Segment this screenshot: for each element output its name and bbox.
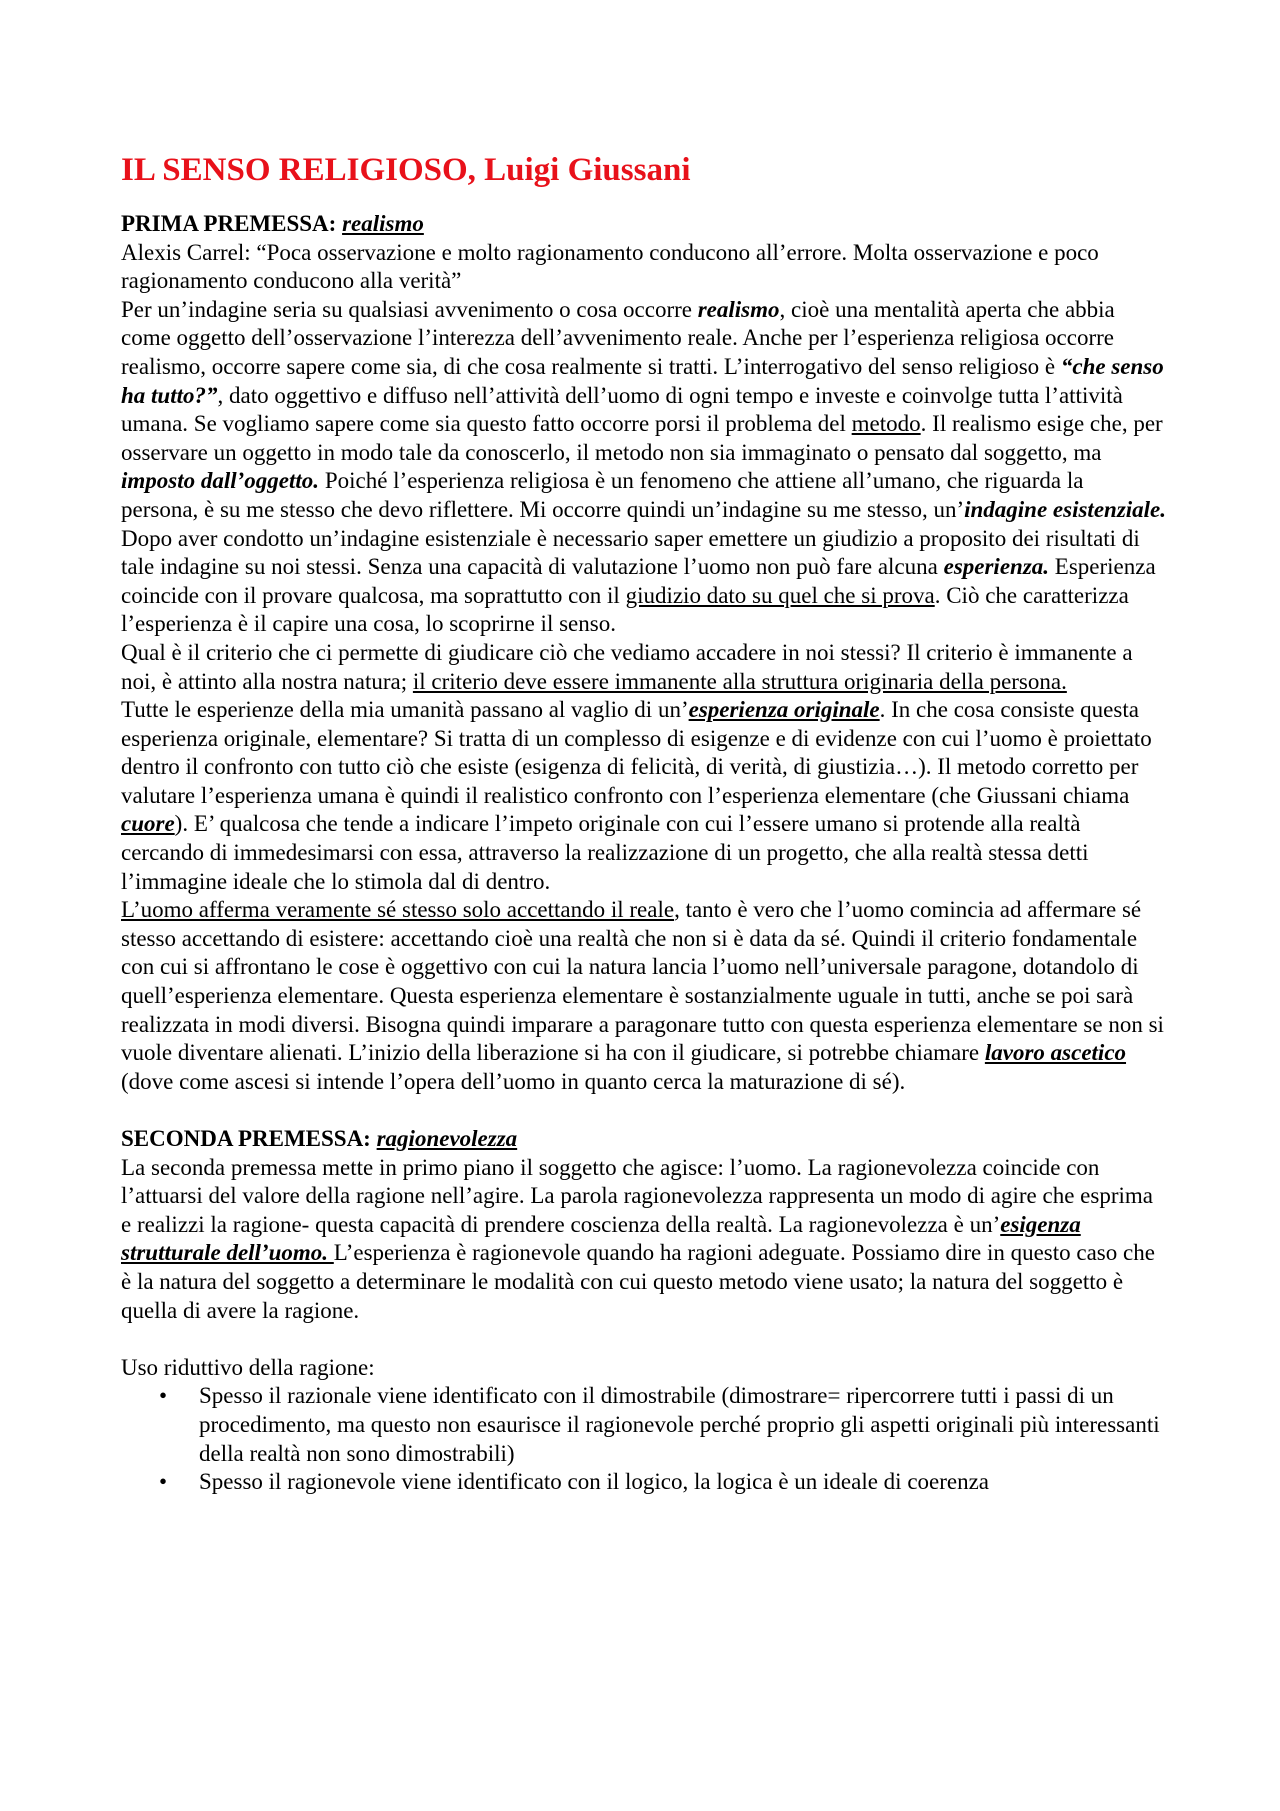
underline-accettando-reale: L’uomo afferma veramente sé stesso solo accettando il reale <box>121 897 675 923</box>
bullet-icon: • <box>159 1469 168 1495</box>
paragraph-realismo: Per un’indagine seria su qualsiasi avvenimento o cosa occorre realismo, cioè una mentalità aperta che abbia come oggetto dell’osservazione l’interezza dell’avvenimento reale. Anche per l’esperienza religiosa occorre realismo, occorre sapere come sia, di che cosa realmente si tratti. L’interrogativo del senso religioso è “che senso ha tutto?”, dato oggettivo e diffuso nell’attività dell’uomo di ogni tempo e investe e coinvolge tutta l’attività umana. Se vogliamo sapere come sia questo fatto occorre porsi il problema del metodo. Il realismo esige che, per osservare un oggetto in modo tale da conoscerlo, il metodo non sia immaginato o pensato dal soggetto, ma imposto dall’oggetto. Poiché l’esperienza religiosa è un fenomeno che attiene all’umano, che riguarda la persona, è su me stesso che devo riflettere. Mi occorre quindi un’indagine su me stesso, un’indagine esistenziale. <box>121 296 1167 522</box>
emphasis-lavoro-ascetico: lavoro ascetico <box>984 1040 1127 1066</box>
bullet-icon: • <box>159 1383 168 1409</box>
emphasis-imposto: imposto dall’oggetto. <box>121 468 320 494</box>
blank-line <box>121 1096 1166 1125</box>
paragraph-criterio: Qual è il criterio che ci permette di giudicare ciò che vediamo accadere in noi stessi? Il criterio è immanente a noi, è attinto alla nostra natura; il criterio deve essere immanente alla struttura originaria della persona. <box>121 639 1133 694</box>
emphasis-indagine-esistenziale: indagine esistenziale. <box>964 496 1167 522</box>
heading-prefix: SECONDA PREMESSA: <box>121 1126 371 1151</box>
underline-metodo: metodo <box>851 411 921 437</box>
section-heading-seconda-premessa <box>121 1125 1166 1154</box>
emphasis-esperienza-originale: esperienza originale <box>688 697 880 723</box>
emphasis-cuore: cuore <box>121 811 175 837</box>
emphasis-esperienza: esperienza. <box>943 554 1050 580</box>
paragraph-esperienza-originale: Tutte le esperienze della mia umanità passano al vaglio di un’esperienza originale. In che cosa consiste questa esperienza originale, elementare? Si tratta di un complesso di esigenze e di evidenze con cui l’uomo è proiettato dentro il confronto con tutto ciò che esiste (esigenza di felicità, di verità, di giustizia…). Il metodo corretto per valutare l’esperienza umana è quindi il realistico confronto con l’esperienza elementare (che Giussani chiama cuore). E’ qualcosa che tende a indicare l’impeto originale con cui l’essere umano si protende alla realtà cercando di immedesimarsi con essa, attraverso la realizzazione di un progetto, che alla realtà stessa detti l’immagine ideale che lo stimola dal di dentro. <box>121 697 1152 894</box>
heading-keyword: ragionevolezza <box>376 1126 518 1151</box>
section-heading-prima-premessa <box>121 210 1166 239</box>
list-intro: Uso riduttivo della ragione: <box>121 1354 375 1380</box>
blank-line <box>121 1325 1166 1354</box>
paragraph-ragionevolezza: La seconda premessa mette in primo piano il soggetto che agisce: l’uomo. La ragionevolezza coincide con l’attuarsi del valore della ragione nell’agire. La parola ragionevolezza rappresenta un modo di agire che esprima e realizzi la ragione- questa capacità di prendere coscienza della realtà. La ragionevolezza è un’esigenza strutturale dell’uomo. L’esperienza è ragionevole quando ha ragioni adeguate. Possiamo dire in questo caso che è la natura del soggetto a determinare le modalità con cui questo metodo viene usato; la natura del soggetto è quella di avere la ragione. <box>121 1154 1155 1323</box>
paragraph-accettando-il-reale: L’uomo afferma veramente sé stesso solo accettando il reale, tanto è vero che l’uomo comincia ad affermare sé stesso accettando di esistere: accettando cioè una realtà che non si è data da sé. Quindi il criterio fondamentale con cui si affrontano le cose è oggettivo con cui la natura lancia l’uomo nell’universale paragone, dotandolo di quell’esperienza elementare. Questa esperienza elementare è sostanzialmente uguale in tutti, anche se poi sarà realizzata in modi diversi. Bisogna quindi imparare a paragonare tutto con questa esperienza elementare se non si vuole diventare alienati. L’inizio della liberazione si ha con il giudicare, si potrebbe chiamare lavoro ascetico (dove come ascesi si intende l’opera dell’uomo in quanto cerca la maturazione di sé). <box>121 897 1164 1094</box>
bullet-list <box>121 1382 1166 1496</box>
emphasis-che-senso: “che senso ha tutto?” <box>121 353 1164 408</box>
paragraph-carrel-quote: Alexis Carrel: “Poca osservazione e molto ragionamento conducono all’errore. Molta osservazione e poco ragionamento conducono alla verità” <box>121 239 1099 294</box>
document-title: IL SENSO RELIGIOSO, Luigi Giussani <box>121 152 691 188</box>
list-item: • Spesso il razionale viene identificato con il dimostrabile (dimostrare= ripercorrere tutti i passi di un procedimento, ma questo non esaurisce il ragionevole perché proprio gli aspetti originali più interessanti della realtà non sono dimostrabili) <box>159 1383 1160 1466</box>
paragraph-giudizio: Dopo aver condotto un’indagine esistenziale è necessario saper emettere un giudizio a proposito dei risultati di tale indagine su noi stessi. Senza una capacità di valutazione l’uomo non può fare alcuna esperienza. Esperienza coincide con il provare qualcosa, ma soprattutto con il giudizio dato su quel che si prova. Ciò che caratterizza l’esperienza è il capire una cosa, lo scoprirne il senso. <box>121 525 1156 637</box>
underline-criterio: il criterio deve essere immanente alla struttura originaria della persona. <box>412 668 1067 694</box>
emphasis-esigenza-strutturale: esigenza strutturale dell’uomo. <box>121 1211 1081 1266</box>
heading-prefix: PRIMA PREMESSA: <box>121 211 337 236</box>
underline-giudizio: giudizio dato su quel che si prova <box>625 582 935 608</box>
emphasis-realismo: realismo <box>697 296 780 322</box>
heading-keyword: realismo <box>342 211 424 236</box>
list-item: • Spesso il ragionevole viene identificato con il logico, la logica è un ideale di coerenza <box>199 1468 1166 1497</box>
document-page <box>121 150 1166 1497</box>
